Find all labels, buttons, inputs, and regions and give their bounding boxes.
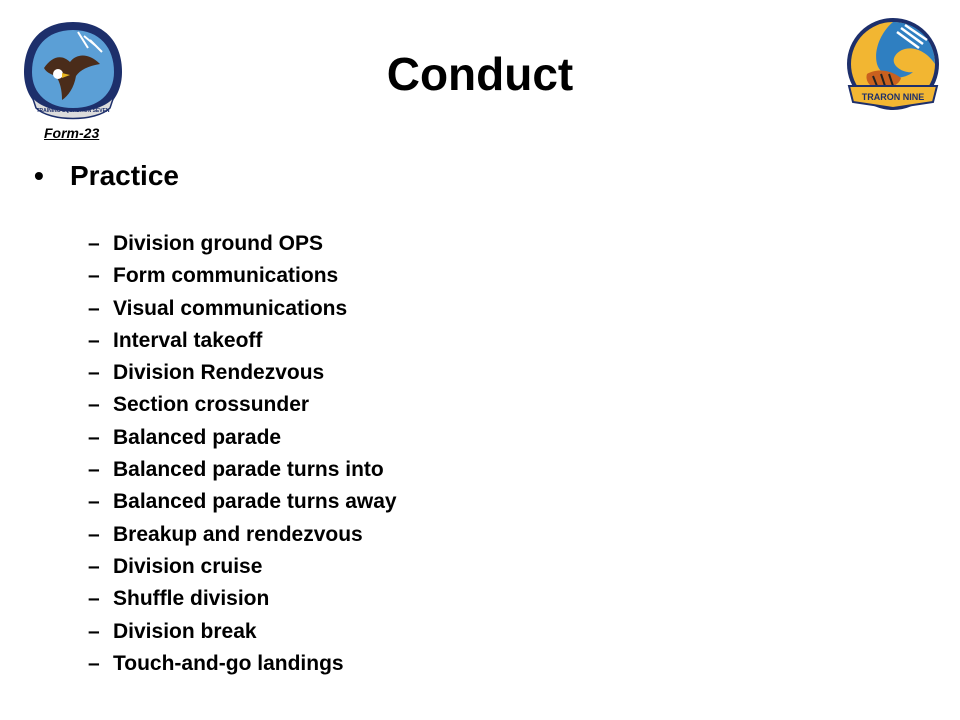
list-item [88,616,397,648]
list-item-text: Balanced parade [113,425,282,449]
list-item [88,519,397,551]
list-item-text: Division ground OPS [113,232,324,255]
dash: – [88,587,100,611]
list-item [88,454,397,486]
dash: – [88,522,100,546]
practice-sublist [88,228,397,680]
dash: – [88,232,100,255]
dash: – [88,264,100,288]
list-item [88,293,397,325]
dash: – [88,458,100,482]
list-item [88,389,397,421]
bullet-label: Practice [70,160,179,191]
list-item-text: Form communications [113,264,339,288]
dash: – [88,361,100,385]
list-item [88,583,397,615]
page-title: Conduct [386,48,574,100]
list-item-text: Division cruise [113,554,263,578]
list-item-text: Division break [113,619,257,643]
list-item-text: Breakup and rendezvous [113,522,363,546]
dash: – [88,328,100,352]
list-item-text: Shuffle division [113,587,270,611]
dash: – [88,554,100,578]
svg-text:TRAINING SQUADRON SEVEN: TRAINING SQUADRON SEVEN [36,108,110,114]
list-item [88,648,397,680]
list-item [88,325,397,357]
list-item [88,228,397,260]
bullet-dot: • [34,160,44,191]
list-item-text: Balanced parade turns into [113,458,384,482]
list-item [88,551,397,583]
list-item-text: Interval takeoff [113,328,263,352]
dash: – [88,296,100,320]
list-item-text: Division Rendezvous [113,361,325,385]
dash: – [88,393,100,417]
form-label: Form-23 [44,125,100,141]
list-item-text: Touch-and-go landings [113,651,344,675]
list-item-text: Visual communications [113,296,348,320]
dash: – [88,490,100,514]
bullet-practice [34,160,179,192]
list-item-text: Balanced parade turns away [113,490,397,514]
svg-text:TRARON NINE: TRARON NINE [861,92,925,102]
dash: – [88,425,100,449]
list-item-text: Section crossunder [113,393,310,417]
dash: – [88,619,100,643]
list-item [88,422,397,454]
traron-nine-logo [843,16,943,121]
list-item [88,260,397,292]
dash: – [88,651,100,675]
list-item [88,357,397,389]
list-item [88,486,397,518]
